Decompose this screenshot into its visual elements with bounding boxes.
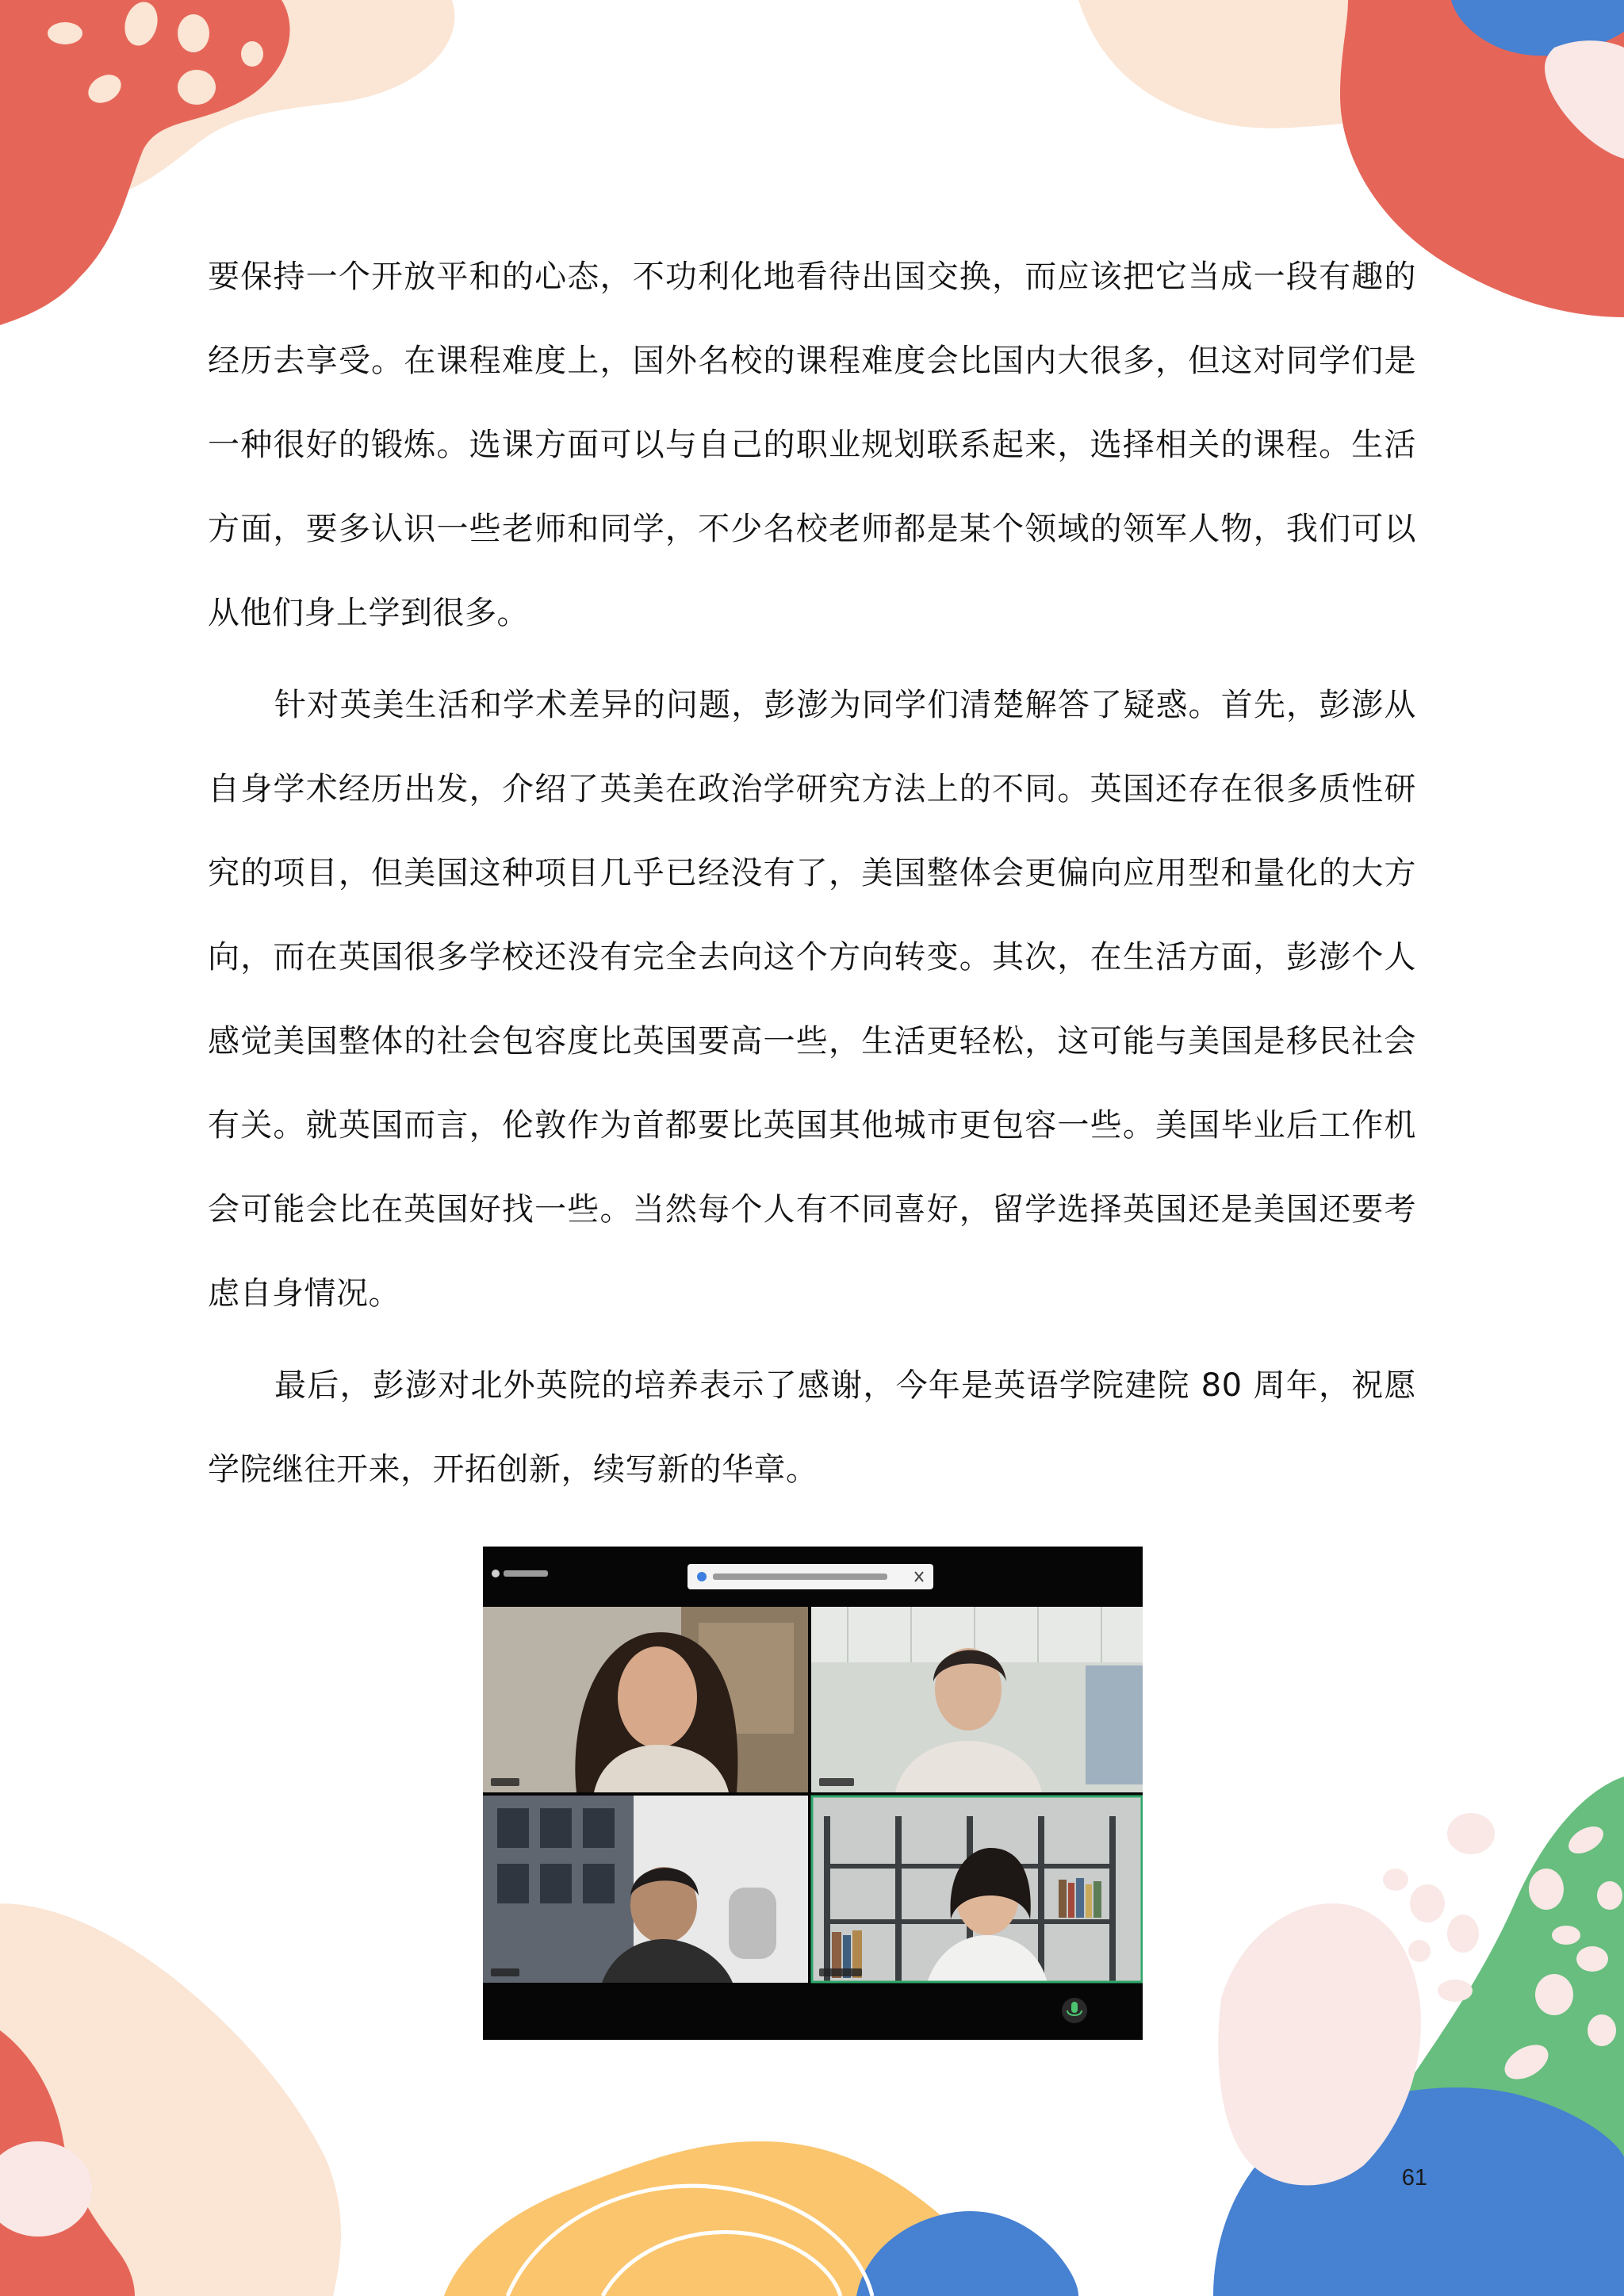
notification-banner	[688, 1564, 933, 1589]
paragraph-1: 要保持一个开放平和的心态，不功利化地看待出国交换，而应该把它当成一段有趣的经历去享受。在课程难度上，国外名校的课程难度会比国内大很多，但这对同学们是一种很好的锻炼。选课方面可以与自己的职业规划联系起来，选择相关的课程。生活方面，要多认识一些老师和同学，不少名校老师都是某个领域的领军人物，我们可以从他们身上学到很多。	[208, 259, 1416, 631]
paragraph-3: 最后，彭澎对北外英院的培养表示了感谢，今年是英语学院建院 80 周年，祝愿学院继往开来，开拓创新，续写新的华章。	[208, 1367, 1416, 1488]
video-tile-participant-4	[811, 1796, 1143, 1983]
video-tile-participant-1	[483, 1607, 808, 1792]
video-tile-participant-3	[483, 1796, 808, 1983]
paragraph-2: 针对英美生活和学术差异的问题，彭澎为同学们清楚解答了疑惑。首先，彭澎从自身学术经历出发，介绍了英美在政治学研究方法上的不同。英国还存在很多质性研究的项目，但美国这种项目几乎已经没有了，美国整体会更偏向应用型和量化的大方向，而在英国很多学校还没有完全去向这个方向转变。其次，在生活方面，彭澎个人感觉美国整体的社会包容度比英国要高一些，生活更轻松，这可能与美国是移民社会有关。就英国而言，伦敦作为首都要比英国其他城市更包容一些。美国毕业后工作机会可能会比在英国好找一些。当然每个人有不同喜好，留学选择英国还是美国还要考虑自身情况。	[208, 687, 1416, 1312]
video-call-screenshot-photo	[483, 1547, 1143, 2040]
microphone-icon	[1062, 1998, 1087, 2023]
video-tile-participant-2	[811, 1607, 1143, 1792]
page-number: 61	[1401, 2165, 1427, 2191]
article-body	[208, 235, 1416, 1512]
